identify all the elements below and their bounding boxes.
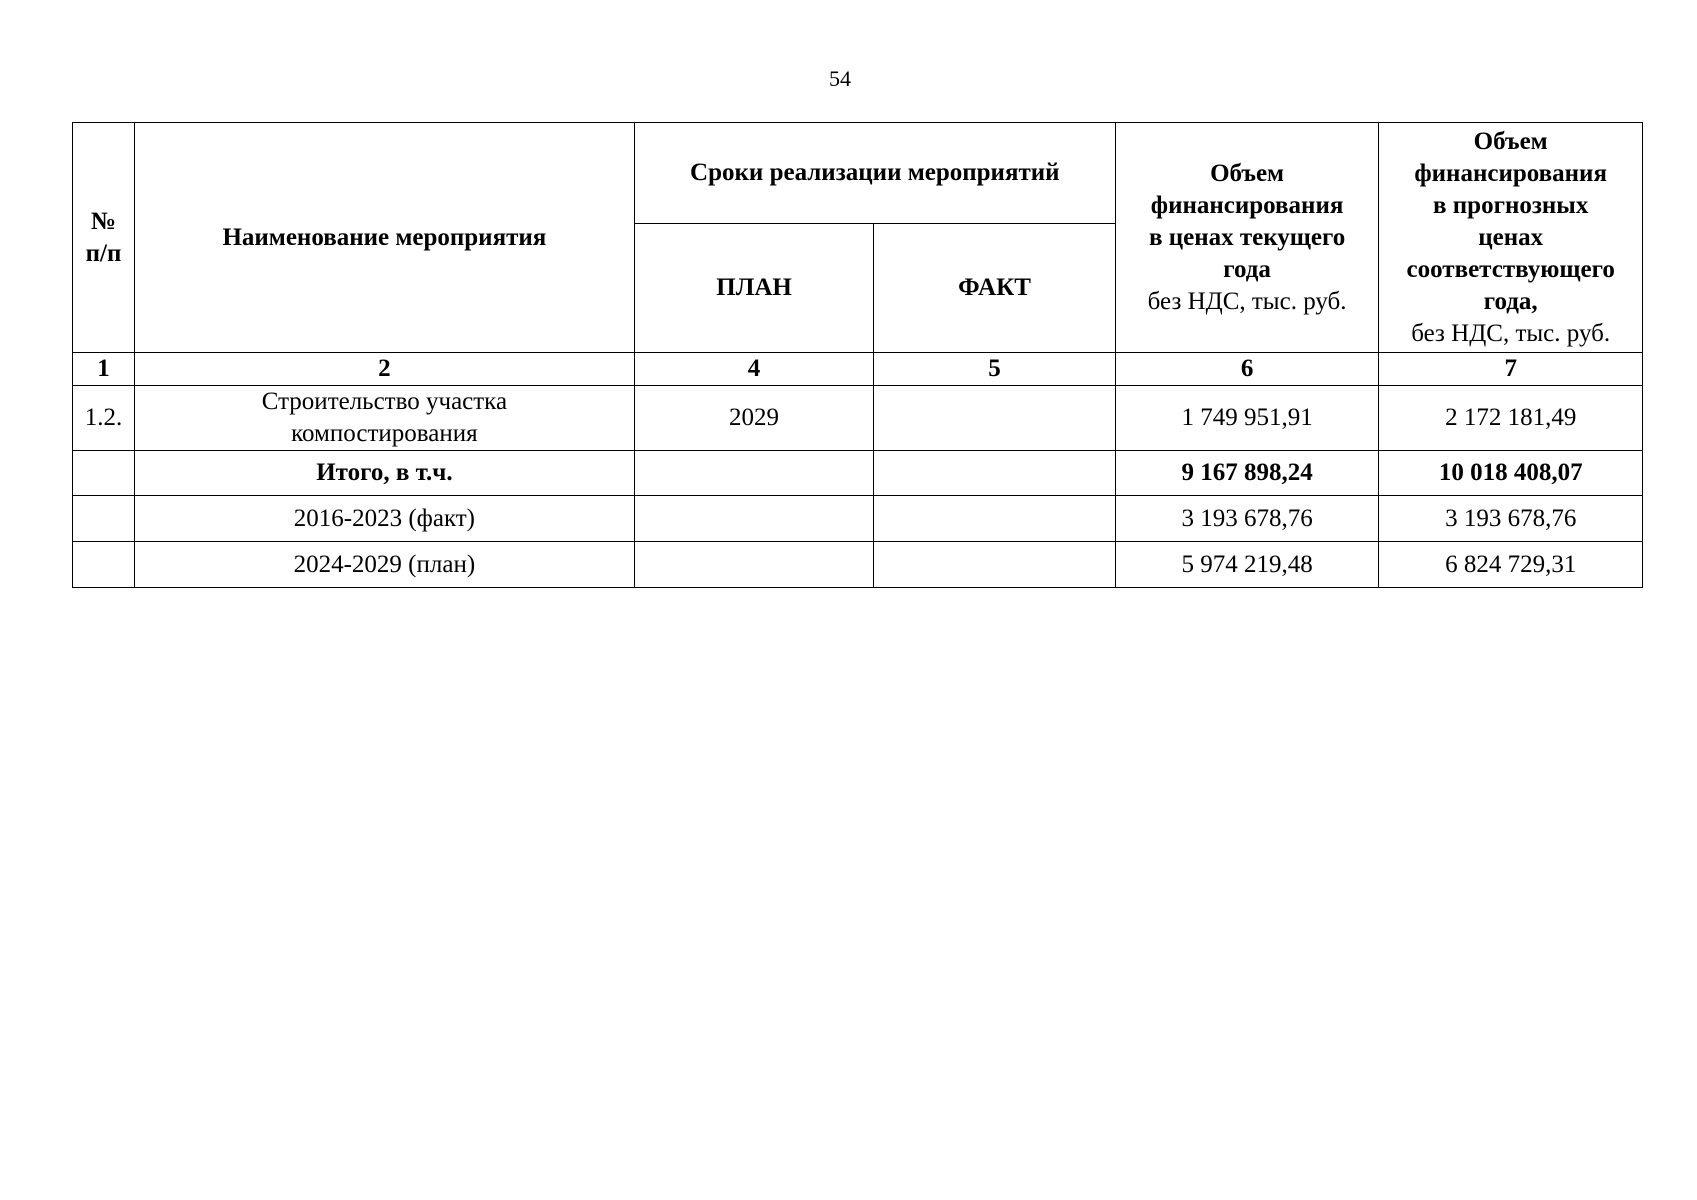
cell-forecast-prices: 3 193 678,76 — [1379, 496, 1643, 542]
column-number: 1 — [73, 353, 135, 386]
column-number-row — [73, 353, 1643, 386]
header-fact: ФАКТ — [874, 224, 1116, 353]
cell-fact — [874, 496, 1116, 542]
table-row — [73, 386, 1643, 451]
cell-current-prices: 5 974 219,48 — [1115, 542, 1379, 588]
header-number-line1: № — [90, 207, 117, 235]
cell-plan — [634, 542, 873, 588]
header-current-prices-line2: финансирования — [1150, 191, 1344, 219]
column-number: 6 — [1115, 353, 1379, 386]
header-current-prices-line5: без НДС, тыс. руб. — [1147, 287, 1347, 315]
header-forecast-prices-line3: в прогнозных — [1433, 191, 1589, 219]
header-terms: Сроки реализации мероприятий — [634, 123, 1115, 224]
cell-number — [73, 496, 135, 542]
header-forecast-prices-line2: финансирования — [1414, 159, 1607, 187]
cell-current-prices: 3 193 678,76 — [1115, 496, 1379, 542]
column-number: 4 — [634, 353, 873, 386]
cell-forecast-prices: 10 018 408,07 — [1379, 451, 1643, 496]
cell-forecast-prices: 6 824 729,31 — [1379, 542, 1643, 588]
header-number-line2: п/п — [85, 239, 122, 267]
header-plan: ПЛАН — [634, 224, 873, 353]
header-forecast-prices-line6: года, — [1483, 287, 1538, 315]
header-forecast-prices-line5: соответствующего — [1406, 255, 1615, 283]
header-current-prices-line4: года — [1223, 255, 1271, 283]
financing-table — [72, 122, 1643, 588]
header-forecast-prices-line4: ценах — [1478, 223, 1544, 251]
cell-number: 1.2. — [73, 386, 135, 451]
table-row-total — [73, 451, 1643, 496]
table-row — [73, 496, 1643, 542]
column-number: 2 — [134, 353, 634, 386]
header-forecast-prices-line7: без НДС, тыс. руб. — [1411, 319, 1611, 347]
column-number: 7 — [1379, 353, 1643, 386]
cell-fact — [874, 451, 1116, 496]
cell-name: 2016-2023 (факт) — [134, 496, 634, 542]
header-current-prices-line3: в ценах текущего — [1148, 223, 1346, 251]
header-forecast-prices — [1379, 123, 1643, 353]
cell-current-prices: 1 749 951,91 — [1115, 386, 1379, 451]
cell-fact — [874, 542, 1116, 588]
column-number: 5 — [874, 353, 1116, 386]
cell-name: Итого, в т.ч. — [134, 451, 634, 496]
header-forecast-prices-line1: Объем — [1473, 127, 1548, 155]
cell-plan — [634, 451, 873, 496]
cell-name: 2024-2029 (план) — [134, 542, 634, 588]
cell-fact — [874, 386, 1116, 451]
cell-plan: 2029 — [634, 386, 873, 451]
cell-number — [73, 542, 135, 588]
header-number — [73, 123, 135, 353]
cell-current-prices: 9 167 898,24 — [1115, 451, 1379, 496]
header-current-prices-line1: Объем — [1210, 159, 1285, 187]
page-number: 54 — [829, 66, 851, 91]
header-name: Наименование мероприятия — [134, 123, 634, 353]
cell-number — [73, 451, 135, 496]
table-header-row — [73, 123, 1643, 224]
header-current-prices — [1115, 123, 1379, 353]
cell-name — [134, 386, 634, 451]
cell-plan — [634, 496, 873, 542]
cell-name-line1: Строительство участка — [261, 388, 508, 415]
cell-name-line2: компостирования — [291, 420, 478, 447]
cell-forecast-prices: 2 172 181,49 — [1379, 386, 1643, 451]
table-row — [73, 542, 1643, 588]
